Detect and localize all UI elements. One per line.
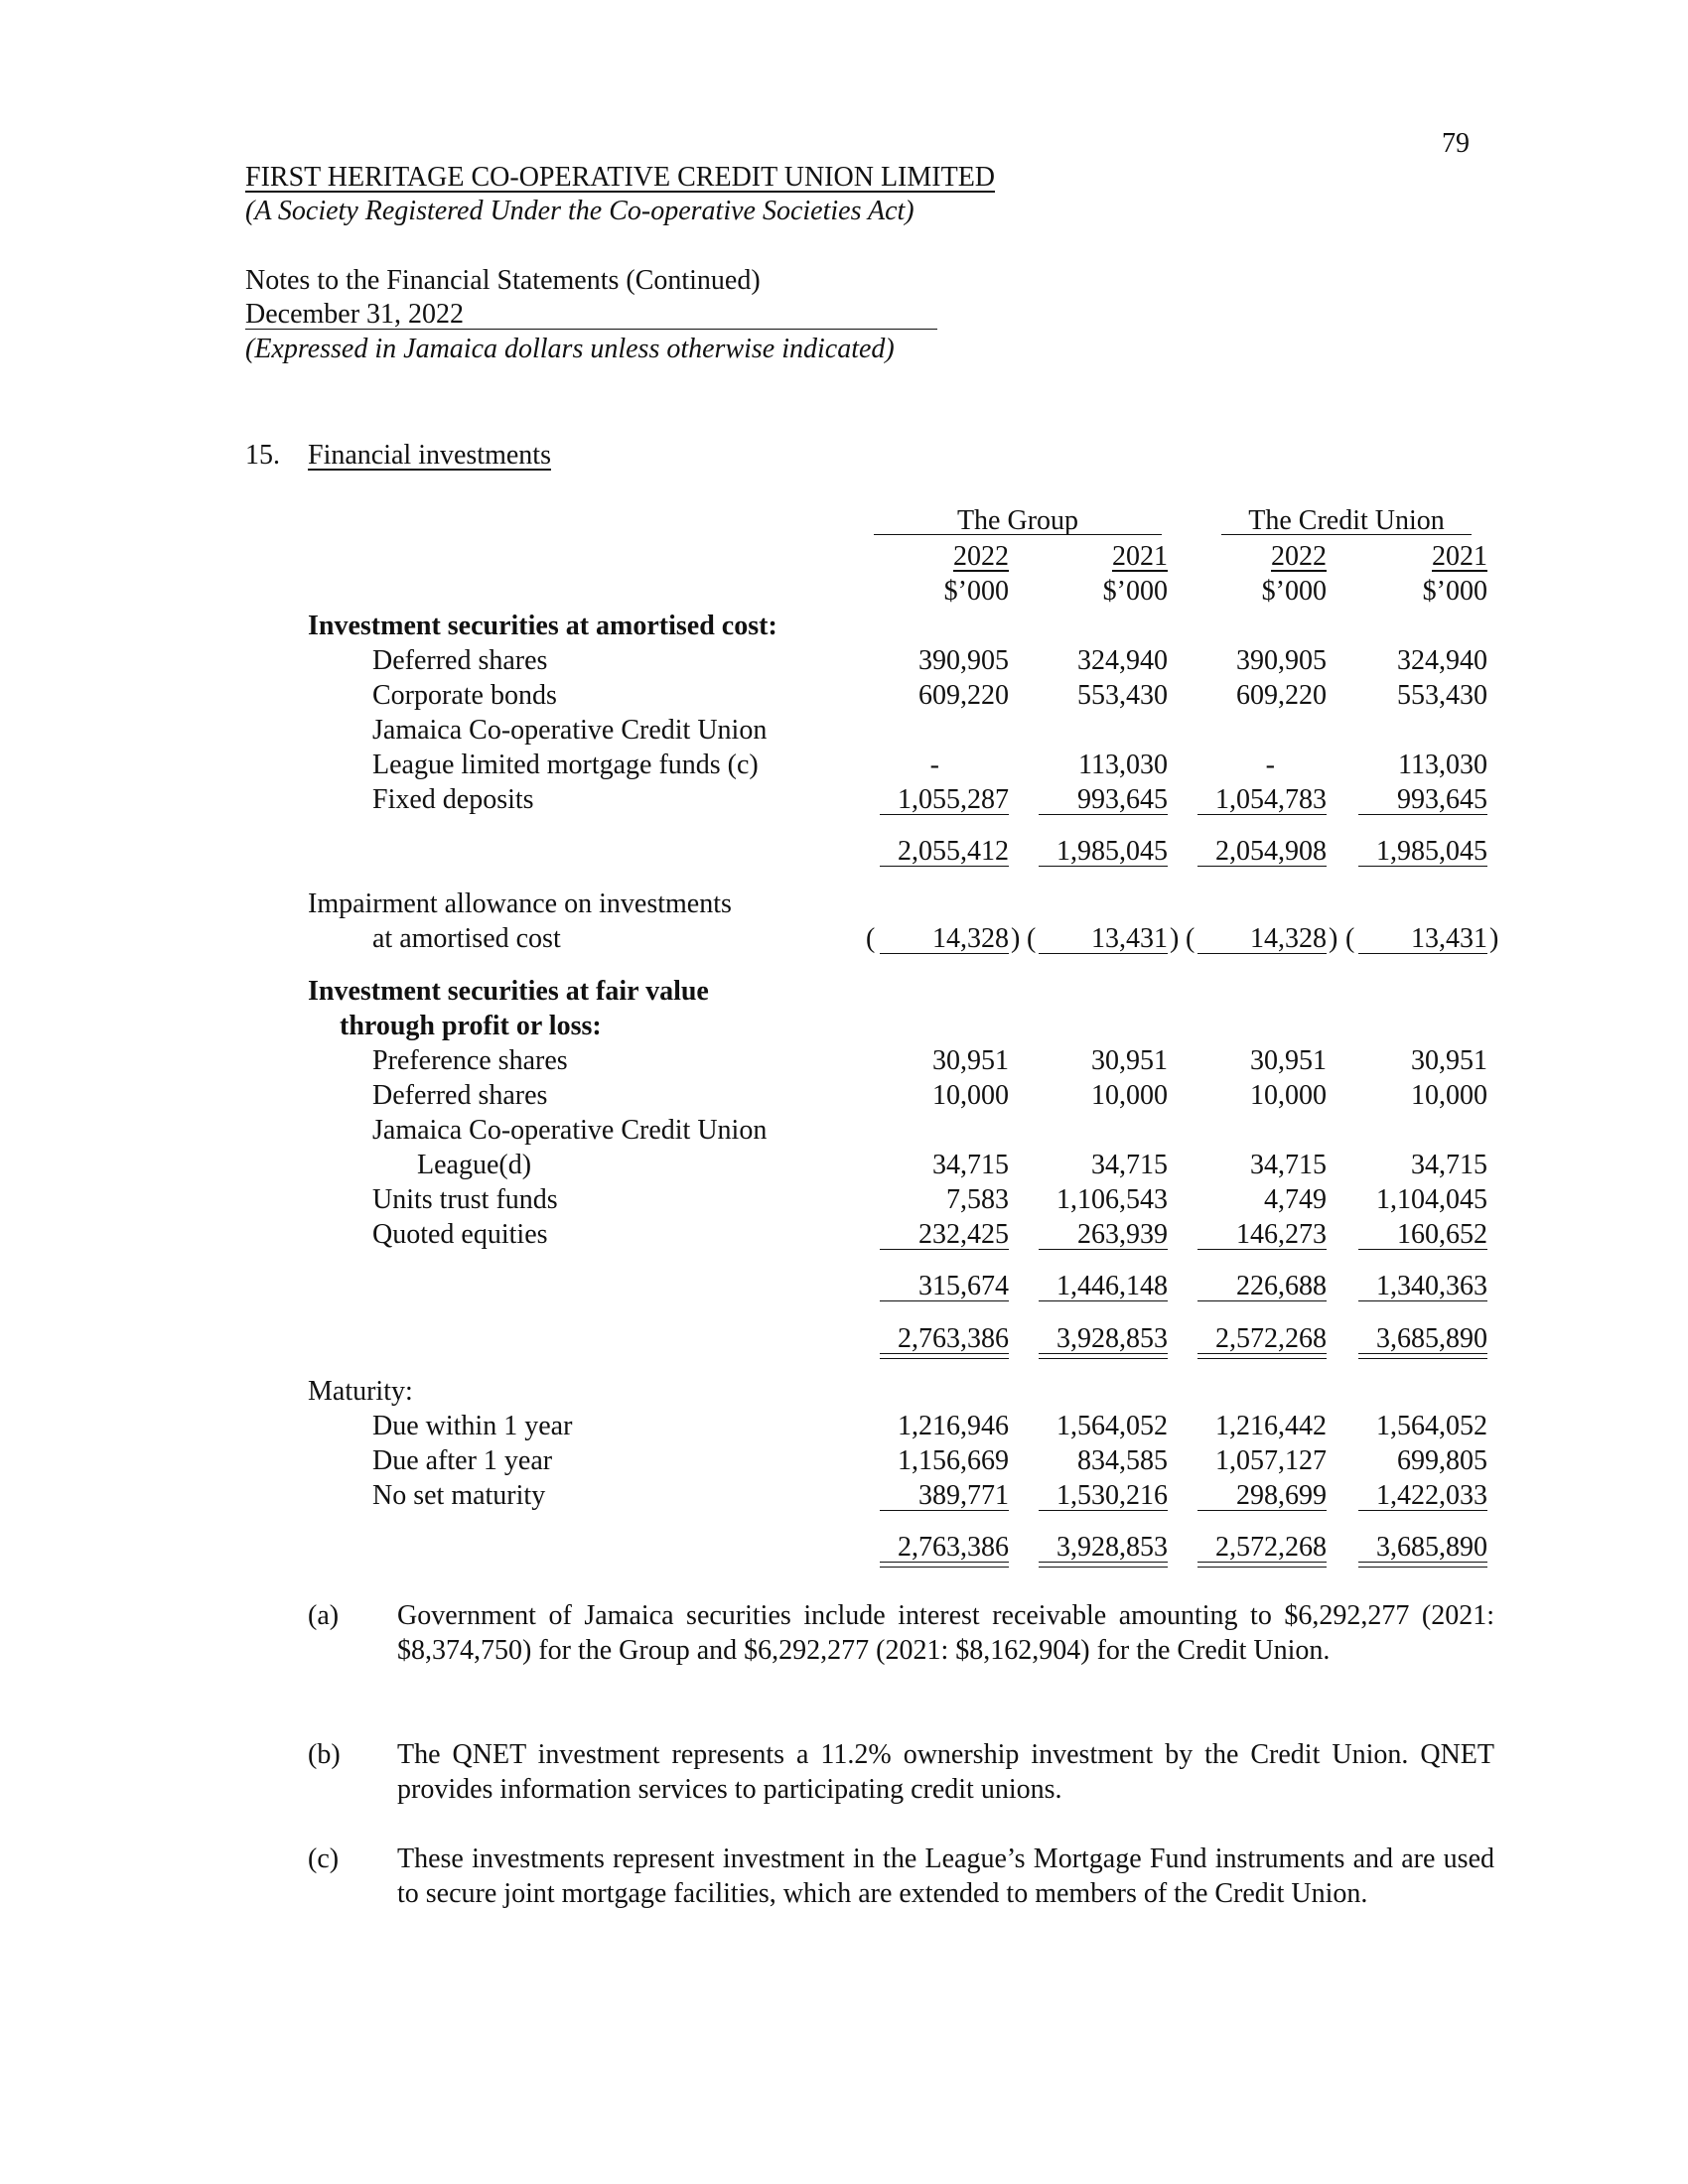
cell: 1,216,442: [1215, 1411, 1327, 1441]
subtotal-rule: [880, 1510, 1009, 1511]
footnote-text: Government of Jamaica securities include interest receivable amounting to $6,292,277 (2021: $8,374,750) for the Group and $6,292,277 (2021: $8,162,904) for the Credit Union.: [397, 1600, 1494, 1666]
currency-note: (Expressed in Jamaica dollars unless otherwise indicated): [245, 334, 895, 364]
section-number: 15.: [245, 440, 280, 471]
cell: -: [929, 750, 939, 780]
cell: 2,763,386: [898, 1323, 1009, 1354]
amortised-heading: Investment securities at amortised cost:: [308, 611, 777, 641]
cell: 609,220: [918, 680, 1009, 711]
unit-label: $’000: [1102, 576, 1168, 607]
cell: 2,763,386: [898, 1532, 1009, 1563]
maturity-total-row: [0, 1530, 1688, 1565]
subtotal-rule: [1039, 1300, 1168, 1301]
total-double-rule: [1039, 1353, 1168, 1359]
year-group-2022: 2022: [953, 541, 1009, 572]
unit-header-row: [0, 574, 1688, 609]
cell: 1,156,669: [898, 1445, 1009, 1476]
total-double-rule: [1197, 1353, 1327, 1359]
cell: 1,564,052: [1056, 1411, 1168, 1441]
footnote-c: [308, 1842, 1494, 1951]
section-title: Financial investments: [308, 440, 551, 471]
cell: 30,951: [1411, 1045, 1487, 1076]
cell: 10,000: [1411, 1080, 1487, 1111]
row-label: Units trust funds: [372, 1184, 558, 1215]
cell: 324,940: [1077, 645, 1168, 676]
subtotal-rule: [1197, 953, 1327, 954]
cell: 390,905: [918, 645, 1009, 676]
row-label: Deferred shares: [372, 645, 548, 676]
amortised-heading-row: [0, 609, 1688, 643]
row-label: League limited mortgage funds (c): [372, 750, 759, 780]
table-row: [0, 748, 1688, 782]
subtotal-rule: [1197, 1300, 1327, 1301]
table-row: [0, 713, 1688, 748]
open-paren: (: [1186, 923, 1196, 954]
cell: 3,928,853: [1056, 1532, 1168, 1563]
cell: 10,000: [1250, 1080, 1327, 1111]
group-header: The Group: [956, 505, 1079, 536]
open-paren: (: [1027, 923, 1037, 954]
cell: 1,106,543: [1056, 1184, 1168, 1215]
fvtpl-heading: Investment securities at fair value: [308, 976, 709, 1007]
open-paren: (: [1345, 923, 1355, 954]
cell: 609,220: [1236, 680, 1327, 711]
subtotal-rule: [1358, 1510, 1487, 1511]
cell: 2,054,908: [1215, 836, 1327, 867]
year-cu-2021: 2021: [1432, 541, 1487, 572]
cell: 315,674: [918, 1271, 1009, 1301]
subtotal-rule: [1039, 814, 1168, 815]
total-double-rule: [1197, 1562, 1327, 1568]
subtotal-rule: [1358, 866, 1487, 867]
cell: 113,030: [1398, 750, 1487, 780]
unit-label: $’000: [943, 576, 1009, 607]
fvtpl-heading: through profit or loss:: [340, 1011, 602, 1041]
footnote-text: These investments represent investment in the League’s Mortgage Fund instruments and are used to secure joint mortgage facilities, which are extended to members of the Credit Union.: [397, 1843, 1494, 1909]
cell: 1,057,127: [1215, 1445, 1327, 1476]
cell: 2,572,268: [1215, 1532, 1327, 1563]
cell: 7,583: [946, 1184, 1009, 1215]
cell: 10,000: [932, 1080, 1009, 1111]
table-row: [0, 678, 1688, 713]
cell: 1,985,045: [1376, 836, 1487, 867]
row-label: Jamaica Co-operative Credit Union: [372, 715, 768, 746]
cell: 389,771: [918, 1480, 1009, 1511]
statement-date: December 31, 2022: [245, 299, 465, 330]
cell: 1,104,045: [1376, 1184, 1487, 1215]
cell: 263,939: [1077, 1219, 1168, 1250]
total-double-rule: [1358, 1562, 1487, 1568]
cell: 4,749: [1264, 1184, 1327, 1215]
cell: 2,055,412: [898, 836, 1009, 867]
cell: 298,699: [1236, 1480, 1327, 1511]
close-paren: ): [1489, 923, 1499, 954]
total-double-rule: [880, 1562, 1009, 1568]
footnote-marker: (b): [308, 1739, 341, 1770]
close-paren: ): [1329, 923, 1338, 954]
year-cu-2022: 2022: [1271, 541, 1327, 572]
cell: 30,951: [1091, 1045, 1168, 1076]
page-number: 79: [1442, 128, 1470, 159]
cell: 324,940: [1397, 645, 1487, 676]
open-paren: (: [866, 923, 876, 954]
footnote-marker: (c): [308, 1843, 340, 1874]
table-row: [0, 1078, 1688, 1113]
cell: 1,054,783: [1215, 784, 1327, 815]
table-row: [0, 1443, 1688, 1478]
subtotal-rule: [1197, 1510, 1327, 1511]
cell: 226,688: [1236, 1271, 1327, 1301]
group-header-rule: [874, 534, 1162, 535]
subtotal-rule: [1358, 1300, 1487, 1301]
cell: 553,430: [1397, 680, 1487, 711]
impairment-label-row: [0, 887, 1688, 921]
subtotal-rule: [1358, 1249, 1487, 1250]
table-row: [0, 1043, 1688, 1078]
cell: 34,715: [1250, 1150, 1327, 1180]
company-name: FIRST HERITAGE CO-OPERATIVE CREDIT UNION LIMITED: [245, 162, 996, 193]
unit-label: $’000: [1422, 576, 1487, 607]
cell: 3,685,890: [1376, 1323, 1487, 1354]
cell: 146,273: [1236, 1219, 1327, 1250]
cell: 2,572,268: [1215, 1323, 1327, 1354]
subtotal-rule: [880, 1249, 1009, 1250]
cell: 1,530,216: [1056, 1480, 1168, 1511]
cell: 553,430: [1077, 680, 1168, 711]
subtotal-rule: [1039, 866, 1168, 867]
cell: 3,928,853: [1056, 1323, 1168, 1354]
company-subtitle: (A Society Registered Under the Co-operative Societies Act): [245, 196, 914, 226]
table-row: [0, 782, 1688, 817]
row-label: Quoted equities: [372, 1219, 548, 1250]
subtotal-rule: [1197, 1249, 1327, 1250]
cell: 30,951: [932, 1045, 1009, 1076]
fvtpl-heading-row: [0, 1009, 1688, 1043]
subtotal-rule: [880, 814, 1009, 815]
row-label: No set maturity: [372, 1480, 546, 1511]
row-label: Corporate bonds: [372, 680, 557, 711]
footnote-marker: (a): [308, 1600, 340, 1631]
cell: 699,805: [1397, 1445, 1487, 1476]
table-row: [0, 643, 1688, 678]
credit-union-header: The Credit Union: [1248, 505, 1445, 536]
cell: 1,422,033: [1376, 1480, 1487, 1511]
cell: 10,000: [1091, 1080, 1168, 1111]
subtotal-row: [0, 1269, 1688, 1303]
footnote-text: The QNET investment represents a 11.2% ownership investment by the Credit Union. QNET provides information services to participating credit unions.: [397, 1739, 1494, 1805]
cell: 14,328: [1250, 923, 1327, 954]
cell: 1,340,363: [1376, 1271, 1487, 1301]
cell: 34,715: [932, 1150, 1009, 1180]
row-label: Jamaica Co-operative Credit Union: [372, 1115, 768, 1146]
row-label: Preference shares: [372, 1045, 568, 1076]
table-row: [0, 1217, 1688, 1252]
subtotal-rule: [1358, 814, 1487, 815]
table-row: [0, 1409, 1688, 1443]
subtotal-rule: [880, 953, 1009, 954]
cell: -: [1265, 750, 1275, 780]
row-label: at amortised cost: [372, 923, 561, 954]
subtotal-rule: [880, 866, 1009, 867]
subtotal-row: [0, 834, 1688, 869]
maturity-heading-row: [0, 1374, 1688, 1409]
subtotal-rule: [1039, 953, 1168, 954]
table-row: [0, 1113, 1688, 1148]
credit-union-header-rule: [1221, 534, 1472, 535]
header-rule: [245, 329, 937, 330]
total-double-rule: [1039, 1562, 1168, 1568]
row-label: Impairment allowance on investments: [308, 888, 732, 919]
cell: 13,431: [1411, 923, 1487, 954]
footnote-a: [308, 1598, 1494, 1707]
cell: 34,715: [1091, 1150, 1168, 1180]
cell: 993,645: [1397, 784, 1487, 815]
cell: 30,951: [1250, 1045, 1327, 1076]
subtotal-rule: [1358, 953, 1487, 954]
subtotal-rule: [1039, 1249, 1168, 1250]
footnote-b: [308, 1737, 1494, 1812]
maturity-heading: Maturity:: [308, 1376, 413, 1407]
cell: 834,585: [1077, 1445, 1168, 1476]
cell: 390,905: [1236, 645, 1327, 676]
grand-total-row: [0, 1321, 1688, 1356]
impairment-row: [0, 921, 1688, 956]
close-paren: ): [1170, 923, 1180, 954]
cell: 113,030: [1078, 750, 1168, 780]
year-group-2021: 2021: [1112, 541, 1168, 572]
table-row: [0, 1182, 1688, 1217]
cell: 1,055,287: [898, 784, 1009, 815]
cell: 1,564,052: [1376, 1411, 1487, 1441]
table-row: [0, 1148, 1688, 1182]
cell: 1,985,045: [1056, 836, 1168, 867]
cell: 160,652: [1397, 1219, 1487, 1250]
notes-title: Notes to the Financial Statements (Continued): [245, 265, 761, 296]
year-header-row: [0, 539, 1688, 574]
fvtpl-heading-row: [0, 974, 1688, 1009]
subtotal-rule: [1197, 866, 1327, 867]
subtotal-rule: [880, 1300, 1009, 1301]
row-label: Deferred shares: [372, 1080, 548, 1111]
total-double-rule: [880, 1353, 1009, 1359]
cell: 13,431: [1091, 923, 1168, 954]
cell: 14,328: [932, 923, 1009, 954]
total-double-rule: [1358, 1353, 1487, 1359]
cell: 1,216,946: [898, 1411, 1009, 1441]
subtotal-rule: [1039, 1510, 1168, 1511]
close-paren: ): [1011, 923, 1021, 954]
table-row: [0, 1478, 1688, 1513]
cell: 34,715: [1411, 1150, 1487, 1180]
row-label: Fixed deposits: [372, 784, 534, 815]
cell: 1,446,148: [1056, 1271, 1168, 1301]
row-label: Due within 1 year: [372, 1411, 573, 1441]
subtotal-rule: [1197, 814, 1327, 815]
cell: 3,685,890: [1376, 1532, 1487, 1563]
cell: 993,645: [1077, 784, 1168, 815]
unit-label: $’000: [1261, 576, 1327, 607]
cell: 232,425: [918, 1219, 1009, 1250]
row-label: Due after 1 year: [372, 1445, 553, 1476]
row-label: League(d): [417, 1150, 532, 1180]
